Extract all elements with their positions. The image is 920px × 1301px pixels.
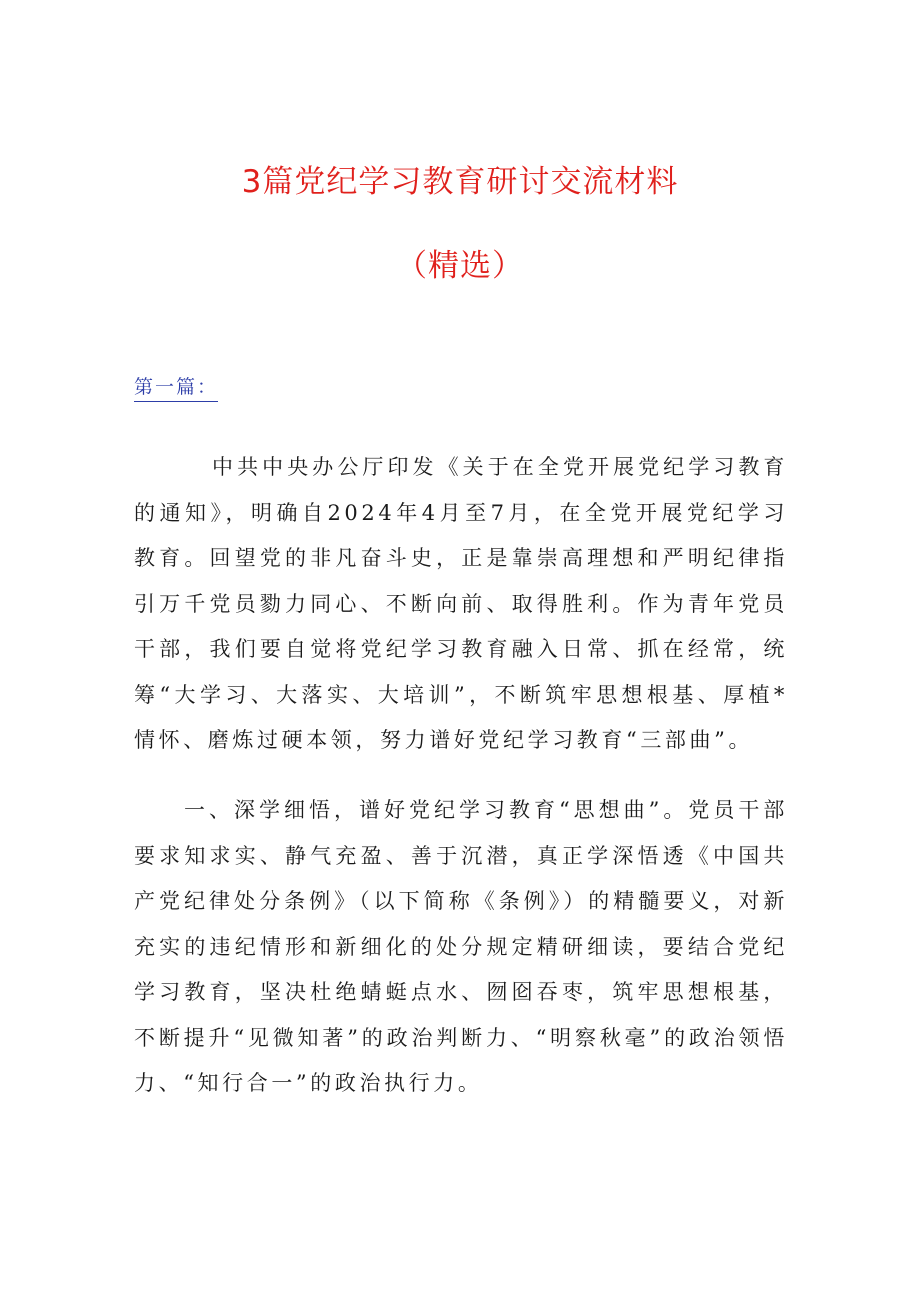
body-paragraph-1: 中共中央办公厅印发《关于在全党开展党纪学习教育的通知》，明确自2024年4月至7月，在全党开展党纪学习教育。回望党的非凡奋斗史，正是靠崇高理想和严明纪律指引万千党员勠力同心、不断向前、取得胜利。作为青年党员干部，我们要自觉将党纪学习教育融入日常、抓在经常，统筹“大学习、大落实、大培训”，不断筑牢思想根基、厚植*情怀、磨炼过硬本领，努力谱好党纪学习教育“三部曲”。 xyxy=(134,455,788,752)
document-title: 3篇党纪学习教育研讨交流材料 xyxy=(241,164,679,200)
document-subtitle: （精选） xyxy=(396,248,524,284)
section-label-link[interactable]: 第一篇： xyxy=(134,372,218,402)
body-paragraph-2: 一、深学细悟，谱好党纪学习教育“思想曲”。党员干部要求知求实、静气充盈、善于沉潜，真正学深悟透《中国共产党纪律处分条例》（以下简称《条例》）的精髓要义，对新充实的违纪情形和新细化的处分规定精研细读，要结合党纪学习教育，坚决杜绝蜻蜓点水、囫囵吞枣，筑牢思想根基，不断提升“见微知著”的政治判断力、“明察秋毫”的政治领悟力、“知行合一”的政治执行力。 xyxy=(134,798,788,1095)
